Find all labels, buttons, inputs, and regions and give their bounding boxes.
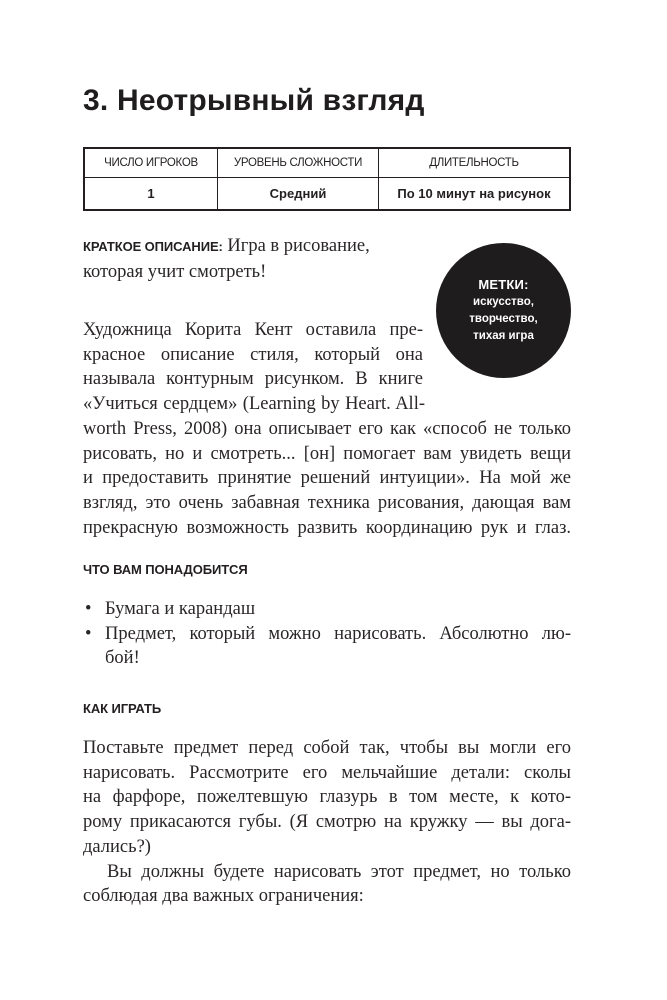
list-item-text: Предмет, который можно нарисовать. Абсолютно лю- bbox=[105, 623, 571, 644]
list-item bbox=[83, 622, 571, 671]
summary-text-2: которая учит смотреть! bbox=[83, 261, 267, 282]
header-players: ЧИСЛО ИГРОКОВ bbox=[84, 148, 218, 178]
game-info-table bbox=[83, 147, 571, 211]
value-players: 1 bbox=[84, 178, 218, 211]
intro-line: «Учиться сердцем» (Learning by Heart. All- bbox=[83, 394, 425, 415]
list-item-text-cont: бой! bbox=[105, 648, 140, 669]
needs-list-container bbox=[83, 597, 571, 671]
value-difficulty: Средний bbox=[218, 178, 379, 211]
list-item bbox=[83, 597, 571, 622]
intro-paragraph bbox=[83, 318, 571, 540]
intro-line: прекрасную возможность развить координацию рук и глаз. bbox=[83, 517, 571, 538]
tag-item: искусство, bbox=[473, 295, 534, 308]
paragraph-line: соблюдая два важных ограничения: bbox=[83, 886, 364, 907]
intro-line: рисовать, но и смотреть... [он] помогает вам увидеть вещи bbox=[83, 443, 571, 464]
summary-text-1: Игра в рисование, bbox=[222, 236, 370, 256]
tag-item: тихая игра bbox=[473, 329, 534, 342]
needs-heading: ЧТО ВАМ ПОНАДОБИТСЯ bbox=[83, 562, 248, 577]
paragraph-line: дались?) bbox=[83, 836, 151, 857]
paragraph-line: Вы должны будете нарисовать этот предмет, но только bbox=[107, 861, 571, 882]
paragraph-line: рому прикасаются губы. (Я смотрю на кружку — вы дога- bbox=[83, 812, 571, 833]
info-table-header-row bbox=[84, 148, 570, 178]
tags-title: МЕТКИ: bbox=[478, 276, 529, 292]
bullet-icon: • bbox=[85, 599, 92, 619]
intro-line: называла контурным рисунком. В книге bbox=[83, 369, 423, 390]
intro-line: и предоставить принятие решений интуиции». На мой же bbox=[83, 468, 571, 489]
paragraph-line: нарисовать. Рассмотрите его мельчайшие детали: сколы bbox=[83, 762, 571, 783]
paragraph-line: на фарфоре, пожелтевшую глазурь в том месте, к кото- bbox=[83, 787, 571, 808]
tag-item: творчество, bbox=[469, 312, 538, 325]
page-title: 3. Неотрывный взгляд bbox=[83, 84, 425, 117]
paragraph-line: Поставьте предмет перед собой так, чтобы вы могли его bbox=[83, 738, 571, 758]
value-duration: По 10 минут на рисунок bbox=[379, 178, 571, 211]
how-to-play-paragraph-1 bbox=[83, 736, 571, 909]
bullet-icon: • bbox=[85, 623, 92, 644]
header-difficulty: УРОВЕНЬ СЛОЖНОСТИ bbox=[218, 148, 379, 178]
intro-line: взгляд, это очень забавная техника рисования, дающая вам bbox=[83, 492, 571, 513]
list-item-text: Бумага и карандаш bbox=[105, 599, 256, 619]
header-duration: ДЛИТЕЛЬНОСТЬ bbox=[379, 148, 571, 178]
info-table-value-row bbox=[84, 178, 570, 211]
intro-line: Художница Корита Кент оставила пре- bbox=[83, 320, 423, 340]
summary-label: КРАТКОЕ ОПИСАНИЕ: bbox=[83, 239, 223, 254]
summary bbox=[83, 234, 423, 284]
needs-list bbox=[83, 597, 571, 671]
how-to-play-heading: КАК ИГРАТЬ bbox=[83, 701, 162, 716]
intro-line: красное описание стиля, который она bbox=[83, 344, 423, 365]
intro-line: worth Press, 2008) она описывает его как «способ не только bbox=[83, 418, 571, 439]
